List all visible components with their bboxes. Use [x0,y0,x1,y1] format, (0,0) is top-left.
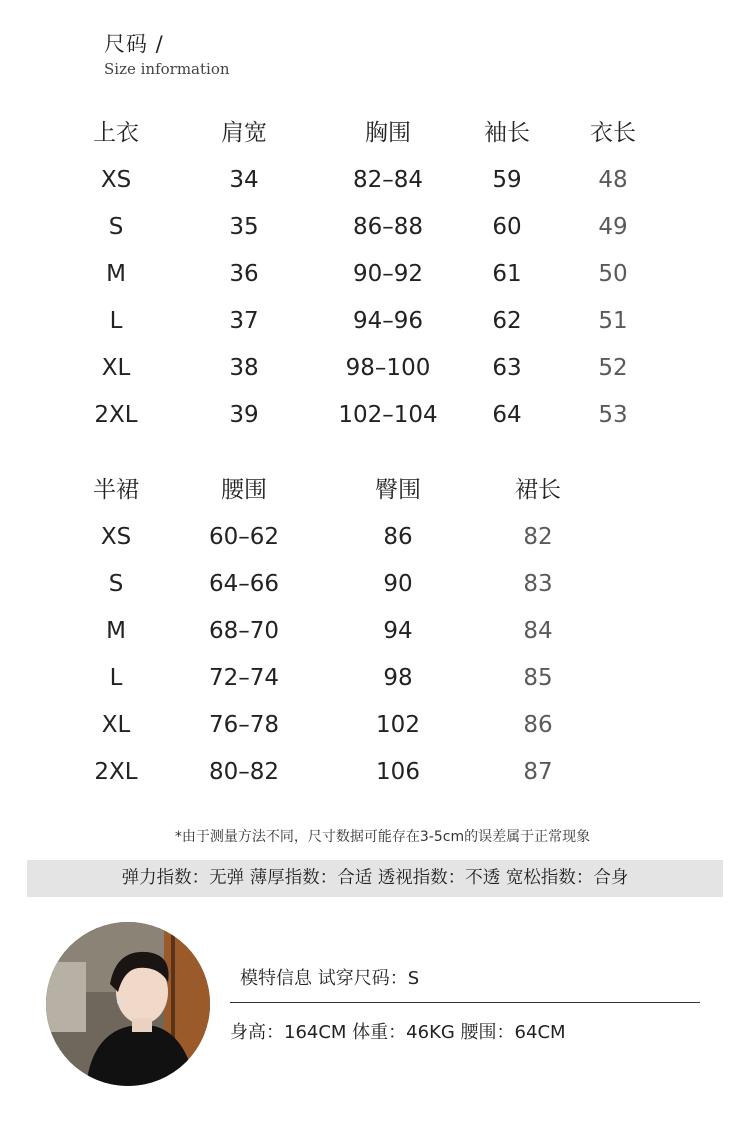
header-cell: 胸围 [365,120,411,146]
table-cell: 34 [229,167,259,193]
table-cell: 72–74 [208,665,280,691]
header-cell: 上衣 [93,120,139,146]
table-cell: 2XL [94,759,138,785]
table-cell: 86–88 [352,214,424,240]
header-cell: 肩宽 [221,120,267,146]
table-cell: 48 [598,167,628,193]
table-cell: 82–84 [352,167,424,193]
table-cell: 68–70 [208,618,280,644]
header-cell: 臀围 [375,477,421,503]
table-cell: 80–82 [208,759,280,785]
header-cell: 腰围 [221,477,267,503]
table-cell: 37 [229,308,259,334]
table-cell: 60 [492,214,522,240]
table-cell: 90 [383,571,413,597]
table-row [0,165,750,195]
table-row [0,212,750,242]
table-cell: 102 [376,712,420,738]
table-cell: 82 [523,524,553,550]
table-row [0,616,750,646]
header-cell: 衣长 [590,120,636,146]
table-cell: 63 [492,355,522,381]
table-cell: S [108,571,124,597]
model-stats-line: 身高：164CM 体重：46KG 腰围：64CM [230,1022,566,1043]
model-divider [230,1002,700,1003]
table-cell: 59 [492,167,522,193]
table-row [0,306,750,336]
table-cell: 94 [383,618,413,644]
table-cell: 86 [383,524,413,550]
table-cell: 62 [492,308,522,334]
table-cell: 52 [598,355,628,381]
table-cell: 98 [383,665,413,691]
table-cell: L [109,308,123,334]
table-row [0,569,750,599]
fabric-info-text: 弹力指数：无弹 薄厚指数：合适 透视指数：不透 宽松指数：合身 [121,868,629,888]
table-cell: 94–96 [352,308,424,334]
top-table-header [0,118,750,148]
skirt-table-header [0,475,750,505]
table-cell: L [109,665,123,691]
table-cell: 49 [598,214,628,240]
table-cell: 64–66 [208,571,280,597]
table-cell: 85 [523,665,553,691]
table-row [0,710,750,740]
size-title: 尺码 / [104,32,164,56]
table-cell: 98–100 [345,355,431,381]
table-cell: 35 [229,214,259,240]
table-cell: 51 [598,308,628,334]
table-row [0,353,750,383]
table-cell: 90–92 [352,261,424,287]
table-cell: M [106,261,126,287]
table-cell: 61 [492,261,522,287]
table-row [0,259,750,289]
table-cell: 102–104 [338,402,438,428]
header-cell: 裙长 [515,477,561,503]
table-cell: XS [100,524,132,550]
table-cell: XL [101,355,131,381]
model-portrait-illustration [46,922,210,1086]
table-row [0,522,750,552]
header-cell: 袖长 [484,120,530,146]
table-cell: M [106,618,126,644]
table-cell: 87 [523,759,553,785]
table-cell: 84 [523,618,553,644]
table-row [0,757,750,787]
table-cell: 38 [229,355,259,381]
table-row [0,663,750,693]
table-cell: 83 [523,571,553,597]
measurement-note: *由于测量方法不同，尺寸数据可能存在3-5cm的误差属于正常现象 [174,829,591,845]
table-cell: 53 [598,402,628,428]
header-cell: 半裙 [93,477,139,503]
table-cell: 86 [523,712,553,738]
table-cell: 106 [376,759,420,785]
table-cell: 64 [492,402,522,428]
fabric-info-band [27,860,723,897]
size-subtitle: Size information [104,60,230,78]
table-cell: 76–78 [208,712,280,738]
table-cell: XS [100,167,132,193]
table-cell: 60–62 [208,524,280,550]
table-row [0,400,750,430]
table-cell: 36 [229,261,259,287]
table-cell: 39 [229,402,259,428]
table-cell: 2XL [94,402,138,428]
table-cell: S [108,214,124,240]
table-cell: 50 [598,261,628,287]
model-info-line: 模特信息 试穿尺码：S [240,968,420,989]
table-cell: XL [101,712,131,738]
model-photo [46,922,210,1086]
